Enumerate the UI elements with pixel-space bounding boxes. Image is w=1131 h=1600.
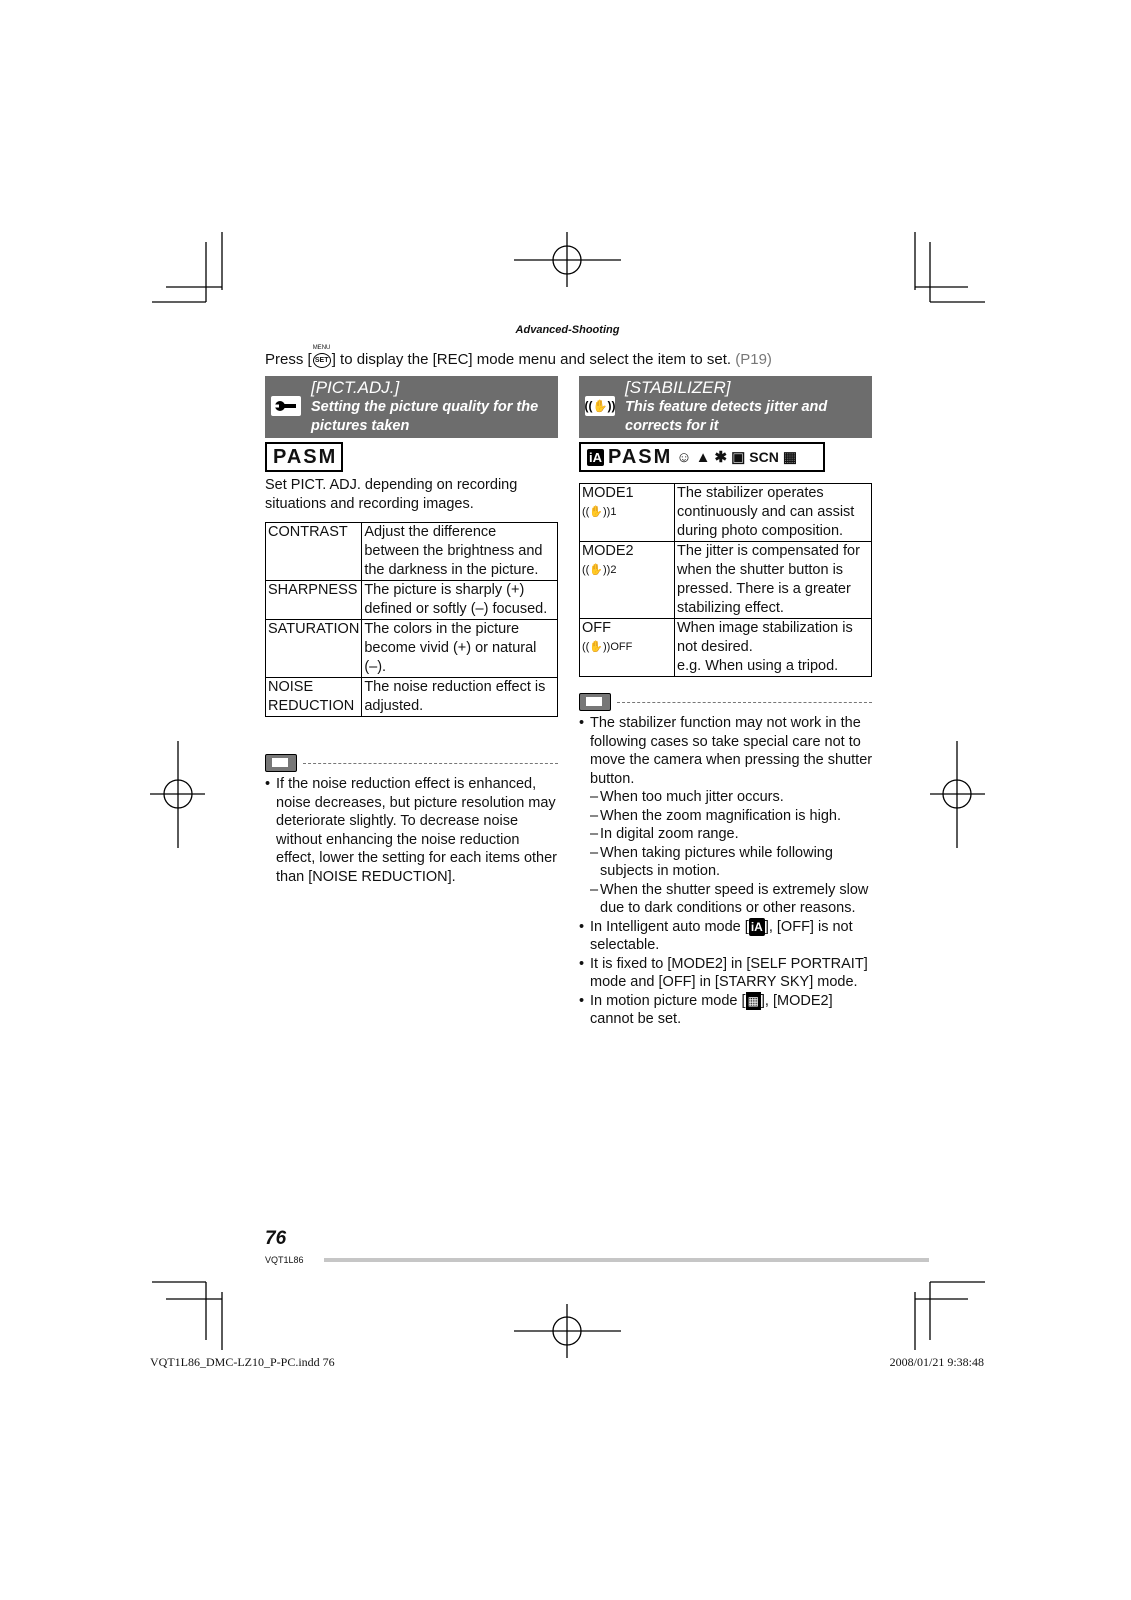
motion-picture-icon: ▦: [746, 992, 761, 1011]
table-row: [580, 542, 872, 619]
table-value: The noise reduction effect is adjusted.: [362, 678, 558, 717]
pict-adj-description: Set PICT. ADJ. depending on recording situations and recording images.: [265, 477, 518, 512]
table-row: [266, 678, 558, 717]
off-value: When image stabilization is not desired.: [677, 620, 853, 655]
list-item: – When too much jitter occurs.: [590, 788, 873, 807]
table-value: The picture is sharply (+) defined or softly (–) focused.: [362, 581, 558, 620]
pict-adj-mode-icons: [265, 442, 343, 472]
note-intro: The stabilizer function may not work in the following cases so take special care not to move the camera when pressing the shutter button.: [590, 715, 873, 787]
instruction-line: [265, 345, 772, 368]
case-list: [590, 788, 873, 918]
night-portrait-icon: ▣: [731, 449, 746, 466]
mode1-stabilizer-icon: ((✋))1: [582, 506, 617, 518]
hand-stabilizer-icon: ((✋)): [585, 396, 615, 416]
wrench-icon: [271, 396, 301, 416]
scene-mode-icon: SCN: [749, 449, 779, 465]
list-item: • It is fixed to [MODE2] in [SELF PORTRAIT] mode and [OFF] in [STARRY SKY] mode.: [579, 955, 873, 992]
mode2-label: MODE2: [582, 543, 634, 559]
table-row: [266, 523, 558, 581]
page-number: 76: [265, 1228, 287, 1249]
list-item: – When the zoom magnification is high.: [590, 807, 873, 826]
menu-set-button-icon: MENU SET: [312, 349, 332, 367]
off-example: e.g. When using a tripod.: [677, 658, 839, 674]
table-key: CONTRAST: [266, 523, 362, 581]
table-value: The jitter is compensated for when the shutter button is pressed. There is a greater stabilizing effect.: [675, 542, 872, 619]
list-item: – When the shutter speed is extremely slow due to dark conditions or other reasons.: [590, 881, 873, 918]
pict-adj-subtitle: Setting the picture quality for the pictures taken: [311, 399, 539, 434]
table-value: The colors in the picture become vivid (+) or natural (–).: [362, 620, 558, 678]
list-item: – When taking pictures while following subjects in motion.: [590, 844, 873, 881]
table-row: [266, 581, 558, 620]
table-key: [580, 619, 675, 677]
stabilizer-subtitle: This feature detects jitter and corrects for it: [625, 399, 828, 434]
note-icon: [265, 754, 297, 772]
off-label: OFF: [582, 620, 611, 636]
motion-picture-icon: ▦: [782, 449, 798, 466]
mode2-stabilizer-icon: ((✋))2: [582, 564, 617, 576]
table-key: [580, 542, 675, 619]
mode1-label: MODE1: [582, 485, 634, 501]
table-row: [580, 484, 872, 542]
portrait-icon: ☺: [676, 448, 692, 466]
stabilizer-table: [579, 483, 872, 677]
intelligent-auto-icon: iA: [589, 449, 602, 465]
table-value: The stabilizer operates continuously and can assist during photo composition.: [675, 484, 872, 542]
stabilizer-header: [579, 376, 872, 438]
intelligent-auto-icon: iA: [749, 918, 765, 937]
scenery-icon: ▲: [695, 448, 711, 466]
table-row: [266, 620, 558, 678]
stabilizer-modes: PASM: [608, 445, 673, 468]
pict-adj-notes: [265, 775, 557, 886]
stabilizer-title: [STABILIZER]: [625, 378, 731, 397]
pict-adj-note-divider: [265, 754, 558, 772]
pict-adj-header: [265, 376, 558, 438]
table-row: [580, 619, 872, 677]
pict-adj-modes: PASM: [273, 445, 338, 468]
list-item: • In Intelligent auto mode [ iA ], [OFF] is not selectable.: [579, 918, 873, 955]
note-icon: [579, 693, 611, 711]
table-value: Adjust the difference between the brightness and the darkness in the picture.: [362, 523, 558, 581]
table-value: [675, 619, 872, 677]
instruction-before: Press [: [265, 351, 312, 368]
footer-bar: [324, 1258, 929, 1262]
list-item: [579, 714, 873, 918]
stabilizer-notes: [579, 714, 873, 1029]
instruction-after: ] to display the [REC] mode menu and select the item to set.: [331, 351, 732, 368]
off-stabilizer-icon: ((✋))OFF: [582, 641, 633, 653]
pict-adj-title: [PICT.ADJ.]: [311, 378, 400, 397]
list-item: • If the noise reduction effect is enhanced, noise decreases, but picture resolution may deteriorate slightly. To decrease noise without enhancing the noise reduction effect, lower the setting for each items other than [NOISE REDUCTION].: [265, 775, 557, 886]
page-reference: (P19): [735, 351, 772, 368]
stabilizer-note-divider: [579, 693, 872, 711]
dashed-divider: [617, 702, 872, 703]
table-key: NOISE REDUCTION: [266, 678, 362, 717]
table-key: SHARPNESS: [266, 581, 362, 620]
table-key: [580, 484, 675, 542]
pict-adj-table: [265, 522, 558, 717]
footer-timestamp: 2008/01/21 9:38:48: [889, 1355, 984, 1369]
stabilizer-mode-icons: [579, 442, 825, 472]
dashed-divider: [303, 763, 558, 764]
list-item: • In motion picture mode [ ▦ ], [MODE2] cannot be set.: [579, 992, 873, 1029]
sports-icon: ✱: [714, 449, 728, 466]
document-code: VQT1L86: [265, 1255, 304, 1265]
list-item: – In digital zoom range.: [590, 825, 873, 844]
footer-file-info: VQT1L86_DMC-LZ10_P-PC.indd 76: [150, 1355, 335, 1369]
section-label: Advanced-Shooting: [515, 324, 620, 336]
table-key: SATURATION: [266, 620, 362, 678]
